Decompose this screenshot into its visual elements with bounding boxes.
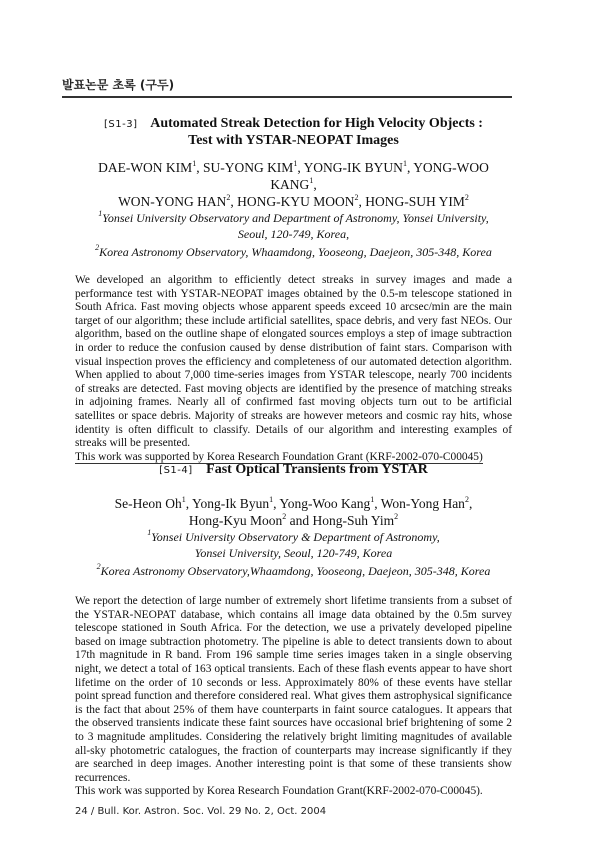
affiliation-2: $^2$Korea Astronomy Observatory,Whaamdong, Yooseong, Daejeon, 305-348, Korea — [96, 562, 491, 578]
funding-note: This work was supported by Korea Research Foundation Grant (KRF-2002-070-C00045) — [75, 450, 483, 463]
author: YONG-IK BYUN$^1$, — [303, 158, 414, 175]
affiliation-1: $^1$Yonsei University Observatory and Department of Astronomy, Yonsei University, Seoul, 120-749, Korea, — [98, 209, 489, 241]
title-line-2: Test with YSTAR-NEOPAT Images — [188, 133, 399, 148]
affiliation-1: $^1$Yonsei University Observatory & Department of Astronomy, Yonsei University, Seoul, 120-749, Korea — [147, 528, 440, 560]
section-header: 발표논문 초록 (구두) — [62, 78, 175, 92]
abstract-body: We report the detection of large number of extremely short lifetime transients from a subset of the YSTAR-NEOPAT database, which contains all image data obtained by the 0.5m survey telescope stationed in South Africa. For the detection, we use a privately developed pipeline based on image subtraction photometry. The pipeline is able to detect transients down to about 17th magnitude in R band. From 196 sample time series images taken in a single observing night, we detect a total of 163 optical transients. Each of these flash events appear to have short lifetime on the order of 10 seconds or less. Approximately 80% of these events have stellar point spread function and therefore considered real. What gives them astrophysical significance is the fact that about 25% of them have counterparts in faint source catalogues. It appears that the observed transients indicate these faint sources have occasional brief brightening of some 2 to 3 magnitude amplitudes. Considering the relatively bright limiting magnitudes of available all-sky photometric catalogues, the fraction of counterparts may increase significantly if they are searched in deep images. Another interesting point is that some of these transients show recurrences. — [75, 595, 512, 784]
title-line-1: Automated Streak Detection for High Velocity Objects : — [150, 116, 483, 131]
author: SU-YONG KIM$^1$, — [202, 158, 304, 175]
header-rule — [62, 96, 512, 98]
paper-title — [75, 116, 512, 149]
author: YONG-WOO KANG$^1$, — [270, 160, 489, 192]
author: Yong-Ik Byun$^1$, — [192, 494, 280, 511]
session-tag: [S1-4] — [159, 465, 193, 476]
author: Won-Yong Han$^2$, — [380, 494, 473, 511]
funding-note: This work was supported by Korea Research Foundation Grant(KRF-2002-070-C00045). — [75, 785, 483, 798]
abstract-body: We developed an algorithm to efficiently detect streaks in survey images and made a performance test with YSTAR-NEOPAT images obtained by the 0.5-m telescope stationed in South Africa. Fast moving objects whose apparent speeds exceed 10 arcsec/min are the main target of our algorithm; these include artificial satellites, space debris, and very fast NEOs. Our algorithm, based on the outline shape of elongated sources employs a step of image subtraction in order to reduce the confusion caused by dense distribution of faint stars. Comparison with visual inspection proves the efficiency and completeness of our automated detection algorithm. When applied to about 7,000 time-series images from YSTAR telescope, nearly 700 incidents of streaks are detected. Fast moving objects are identified by the presence of matching streaks in adjoining frames. Nearly all of confirmed fast moving objects turn out to be artificial satellites or space debris. Majority of streaks are however meteors and cosmic ray hits, whose identity is often difficult to classify. Details of our algorithm and interesting examples of streaks will be presented. — [75, 274, 512, 450]
author: DAE-WON KIM$^1$, — [98, 158, 203, 175]
author-list — [75, 159, 512, 210]
title-line-1: Fast Optical Transients from YSTAR — [206, 462, 428, 477]
author: HONG-KYU MOON$^2$, — [237, 192, 366, 209]
author: Yong-Woo Kang$^1$, — [279, 494, 381, 511]
abstract-s1-4 — [75, 462, 512, 799]
author-list — [75, 495, 512, 529]
abstract-s1-3 — [75, 116, 512, 464]
author: Hong-Suh Yim$^2$ — [312, 511, 399, 528]
author: Se-Heon Oh$^1$, — [114, 494, 193, 511]
session-tag: [S1-3] — [104, 119, 138, 130]
affiliation-2: $^2$Korea Astronomy Observatory, Whaamdong, Yooseong, Daejeon, 305-348, Korea — [95, 243, 492, 259]
page-footer: 24 / Bull. Kor. Astron. Soc. Vol. 29 No. 2, Oct. 2004 — [75, 806, 327, 817]
author: Hong-Kyu Moon$^2$ and — [188, 511, 313, 528]
author: HONG-SUH YIM$^2$ — [365, 192, 469, 209]
paper-title — [75, 462, 512, 479]
author: WON-YONG HAN$^2$, — [118, 192, 238, 209]
